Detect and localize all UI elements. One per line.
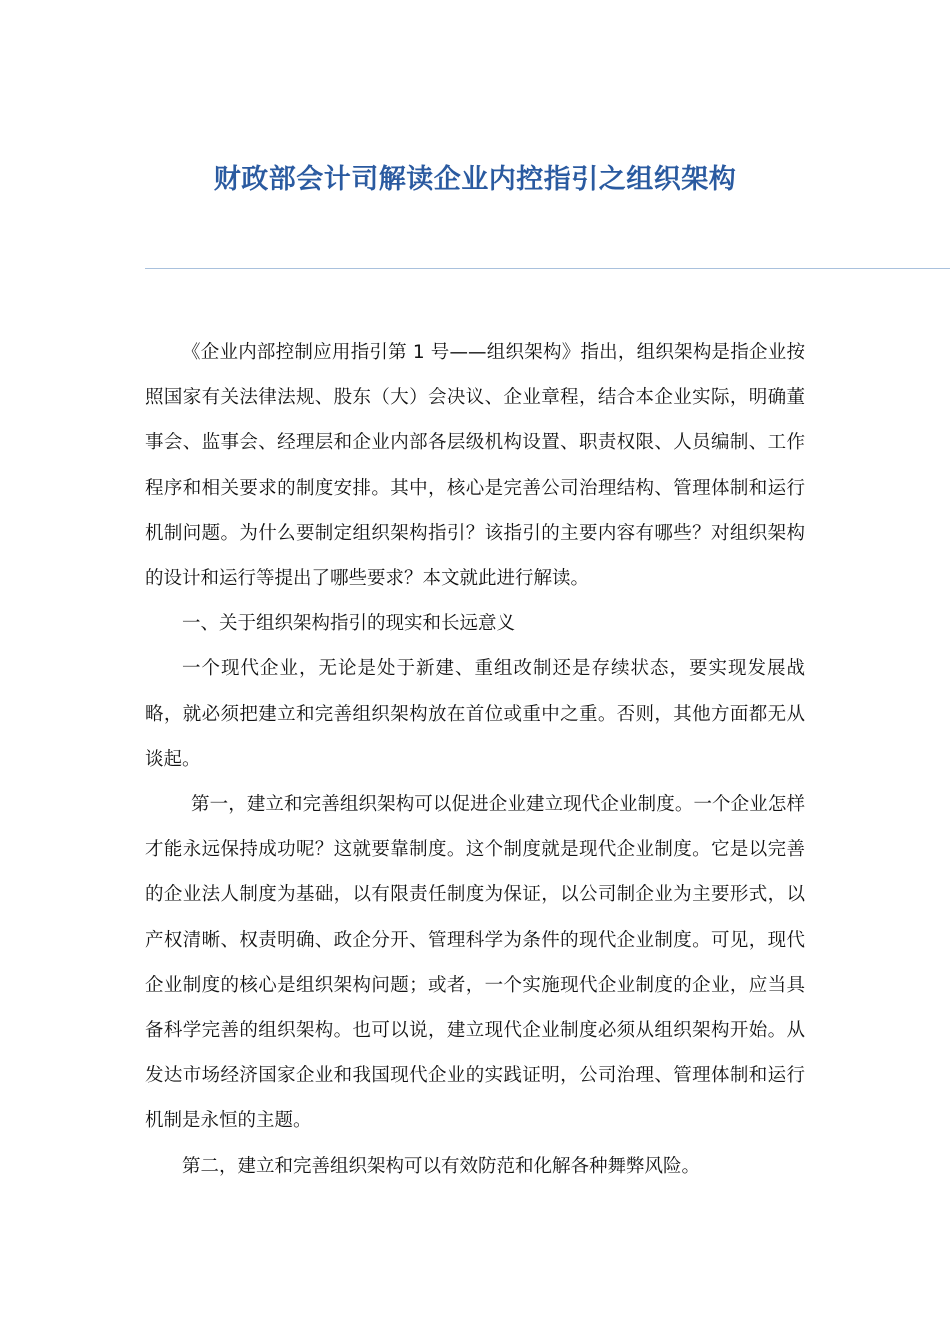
section-heading-1: 一、关于组织架构指引的现实和长远意义	[182, 613, 516, 635]
document-body	[145, 330, 805, 1189]
paragraph-second-point: 第二，建立和完善组织架构可以有效防范和化解各种舞弊风险。	[182, 1155, 701, 1177]
title-divider	[145, 268, 950, 269]
paragraph-intro: 《企业内部控制应用指引第 1 号——组织架构》指出，组织架构是指企业按照国家有关法律法规、股东（大）会决议、企业章程，结合本企业实际，明确董事会、监事会、经理层和企业内部各层级机构设置、职责权限、人员编制、工作程序和相关要求的制度安排。其中，核心是完善公司治理结构、管理体制和运行机制问题。为什么要制定组织架构指引？该指引的主要内容有哪些？对组织架构的设计和运行等提出了哪些要求？本文就此进行解读。	[145, 342, 805, 590]
paragraph-section-1: 一个现代企业，无论是处于新建、重组改制还是存续状态，要实现发展战略，就必须把建立和完善组织架构放在首位或重中之重。否则，其他方面都无从谈起。	[145, 658, 805, 770]
paragraph-first-point: 第一，建立和完善组织架构可以促进企业建立现代企业制度。一个企业怎样才能永远保持成功呢？这就要靠制度。这个制度就是现代企业制度。它是以完善的企业法人制度为基础，以有限责任制度为保证，以公司制企业为主要形式，以产权清晰、权责明确、政企分开、管理科学为条件的现代企业制度。可见，现代企业制度的核心是组织架构问题；或者，一个实施现代企业制度的企业，应当具备科学完善的组织架构。也可以说，建立现代企业制度必须从组织架构开始。从发达市场经济国家企业和我国现代企业的实践证明，公司治理、管理体制和运行机制是永恒的主题。	[145, 794, 805, 1132]
document-title: 财政部会计司解读企业内控指引之组织架构	[213, 164, 737, 195]
